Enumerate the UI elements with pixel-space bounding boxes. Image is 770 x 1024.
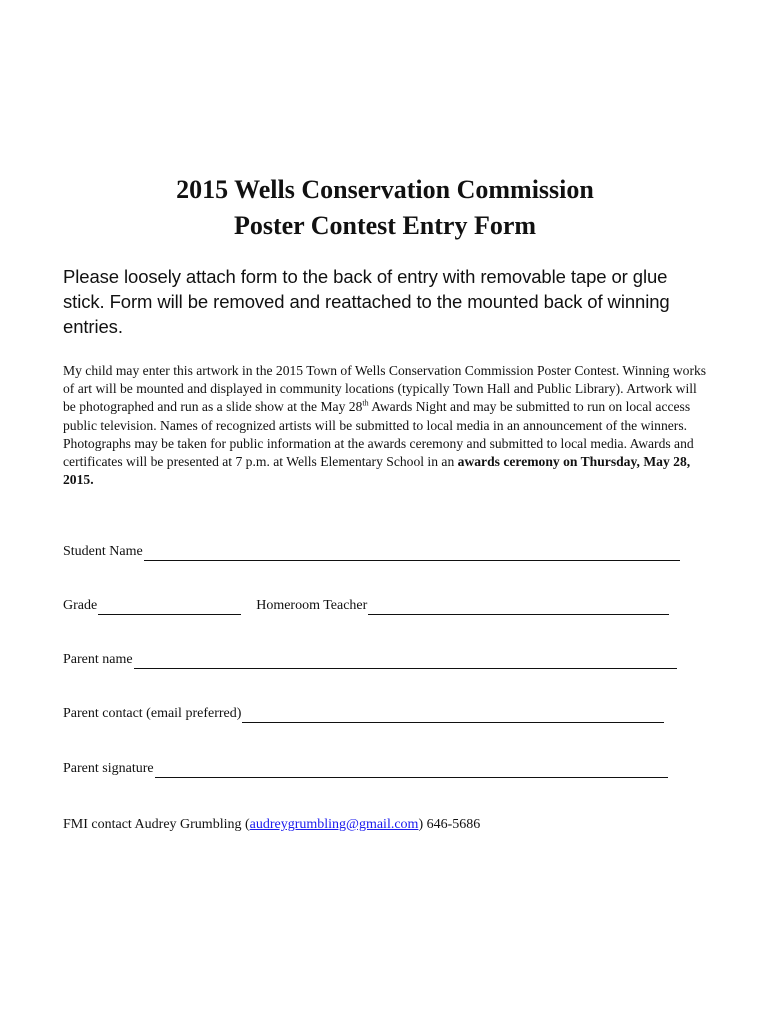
title-line-2: Poster Contest Entry Form [233, 211, 537, 240]
parent-signature-field [63, 760, 668, 778]
contact-phone: ) 646-5686 [418, 817, 481, 832]
title-line-1: 2015 Wells Conservation Commission [176, 175, 594, 204]
student-name-line[interactable] [144, 546, 680, 561]
contact-email-link[interactable]: audreygrumbling@gmail.com [249, 817, 419, 832]
parent-name-field [63, 651, 677, 669]
parent-signature-label: Parent signature [63, 761, 154, 776]
consent-superscript: th [362, 398, 369, 408]
homeroom-teacher-label: Homeroom Teacher [256, 598, 368, 613]
consent-ceremony-date: awards ceremony on Thursday, May 28, 2015. [63, 454, 691, 488]
consent-paragraph [63, 362, 713, 489]
form-title [0, 172, 770, 244]
homeroom-teacher-line[interactable] [368, 600, 669, 615]
parent-name-line[interactable] [134, 654, 677, 669]
grade-teacher-row [63, 597, 669, 615]
parent-contact-label: Parent contact (email preferred) [63, 706, 242, 721]
consent-text-part-1: My child may enter this artwork in the 2015 Town of Wells Conservation Commission Poster Contest. Winning works of art will be mounted and displayed in community locations (typically Town Hall and Public Library). Artwork will be photographed and run as a slide show at the May 28 [63, 363, 707, 415]
grade-label: Grade [63, 598, 98, 613]
attachment-instructions: Please loosely attach form to the back of entry with removable tape or glue stick. Form will be removed and reattached to the mounted back of winning entries. [63, 266, 670, 337]
parent-name-label: Parent name [63, 652, 133, 667]
parent-signature-line[interactable] [155, 763, 668, 778]
grade-line[interactable] [98, 600, 241, 615]
student-name-label: Student Name [63, 544, 143, 559]
contact-prefix: FMI contact Audrey Grumbling ( [63, 817, 250, 832]
student-name-field [63, 543, 680, 561]
fmi-contact [63, 816, 480, 834]
parent-contact-line[interactable] [242, 708, 664, 723]
parent-contact-field [63, 705, 664, 723]
consent-text-part-2: Awards Night and may be submitted to run on local access public television. Names of recognized artists will be submitted to local media in an announcement of the winners. Photographs may be taken for public information at the awards ceremony and submitted to local media. Awards and certificates will be presented at 7 p.m. at Wells Elementary School in an [63, 399, 694, 470]
